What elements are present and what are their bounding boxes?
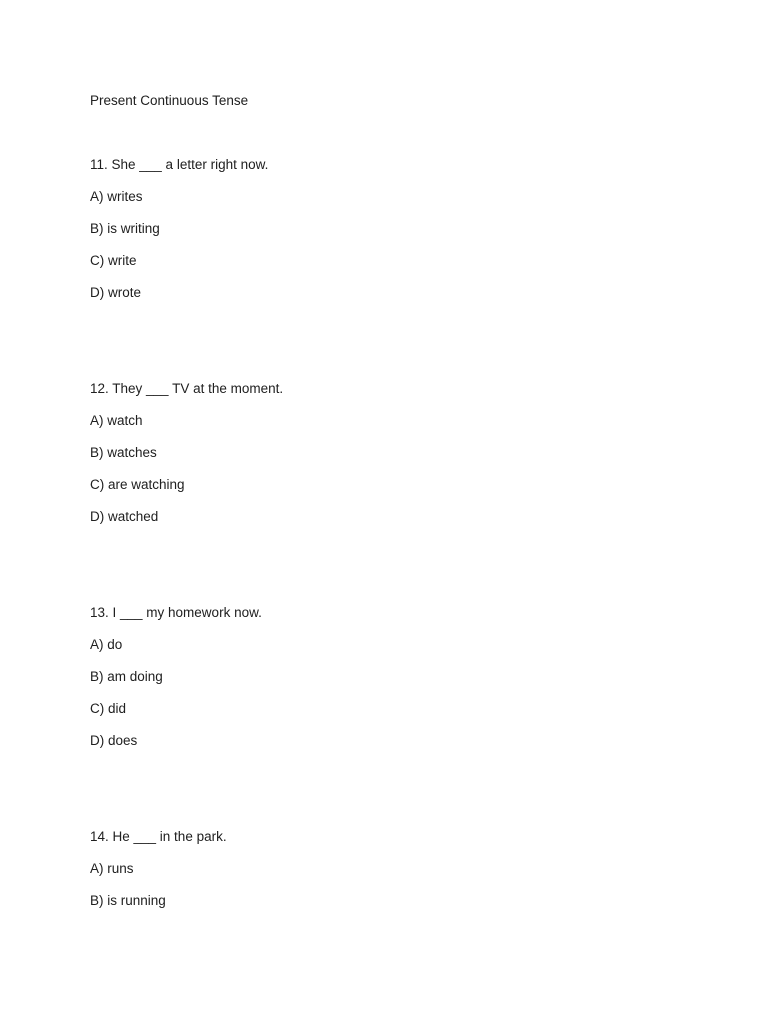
option-b: B) is running xyxy=(90,893,166,908)
option-c: C) write xyxy=(90,253,137,268)
option-d: D) wrote xyxy=(90,285,142,300)
question-11 xyxy=(90,156,690,301)
option-a: A) do xyxy=(90,637,123,652)
question-13 xyxy=(90,604,690,749)
option-a: A) runs xyxy=(90,861,134,876)
question-text: 13. I ___ my homework now. xyxy=(90,605,262,620)
question-text: 12. They ___ TV at the moment. xyxy=(90,381,284,396)
question-text: 14. He ___ in the park. xyxy=(90,829,227,844)
option-list xyxy=(90,188,690,301)
option-d: D) watched xyxy=(90,509,159,524)
option-b: B) watches xyxy=(90,445,157,460)
option-list xyxy=(90,860,690,909)
option-a: A) writes xyxy=(90,189,143,204)
option-c: C) are watching xyxy=(90,477,185,492)
option-b: B) am doing xyxy=(90,669,163,684)
question-text: 11. She ___ a letter right now. xyxy=(90,157,269,172)
document-title: Present Continuous Tense xyxy=(90,93,249,108)
option-c: C) did xyxy=(90,701,127,716)
option-a: A) watch xyxy=(90,413,143,428)
option-b: B) is writing xyxy=(90,221,160,236)
document-page xyxy=(90,92,690,909)
option-list xyxy=(90,636,690,749)
option-list xyxy=(90,412,690,525)
question-14 xyxy=(90,828,690,909)
option-d: D) does xyxy=(90,733,138,748)
question-12 xyxy=(90,380,690,525)
